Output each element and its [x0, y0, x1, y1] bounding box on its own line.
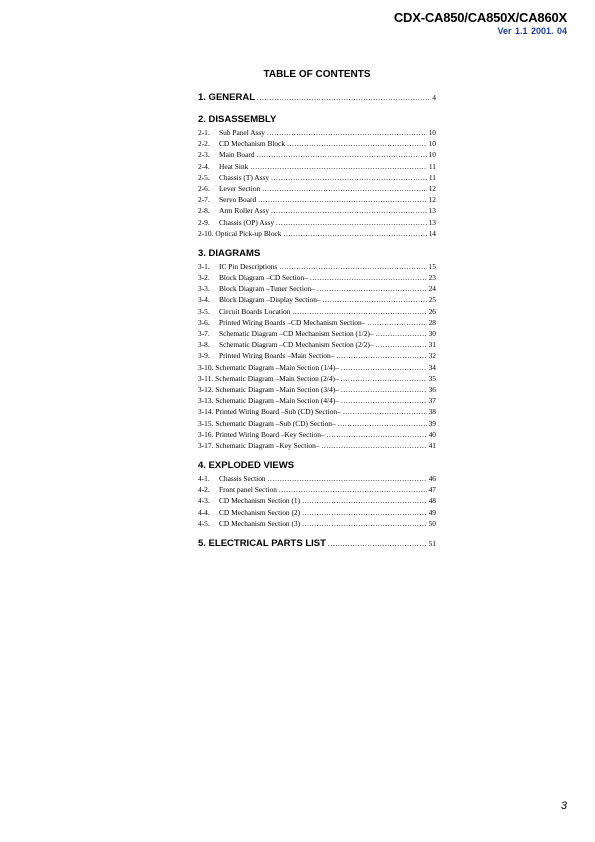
entry-page-number: 37 [428, 396, 436, 406]
entry-label: Printed Wiring Board –Key Section– [215, 429, 325, 439]
entry-page-number: 11 [428, 172, 436, 182]
entry-label: Schematic Diagram –Main Section (3/4)– [215, 384, 339, 394]
dot-leader [287, 139, 427, 148]
toc-entry[interactable] [198, 430, 436, 441]
entry-page-number: 10 [428, 128, 436, 137]
entry-number: 3-6. [198, 317, 210, 327]
entry-page-number: 46 [428, 474, 436, 484]
entry-number: 2-1. [198, 128, 210, 137]
entry-label: CD Mechanism Block [219, 139, 286, 149]
entry-page-number: 39 [428, 418, 436, 428]
entry-label: IC Pin Descriptions [219, 261, 278, 271]
entry-page-number: 47 [428, 485, 436, 495]
toc-entry[interactable] [198, 508, 436, 519]
entry-number: 3-11. [198, 373, 214, 383]
entry-label: CD Mechanism Section (1) [219, 496, 301, 506]
entry-page-number: 48 [428, 496, 436, 506]
dot-leader [336, 351, 426, 360]
toc-entry[interactable] [198, 195, 436, 206]
entry-number: 3-7. [198, 329, 210, 338]
entry-number: 2-9. [198, 217, 210, 227]
toc-entry[interactable] [198, 206, 436, 217]
entry-label: Printed Wiring Board –Sub (CD) Section– [215, 407, 341, 417]
entry-page-number: 11 [428, 161, 436, 171]
entry-number: 3-10. [198, 362, 214, 372]
toc-entry[interactable] [198, 139, 436, 150]
toc-entry[interactable] [198, 351, 436, 362]
section-title: 4. EXPLODED VIEWS [198, 460, 295, 472]
dot-leader [271, 173, 427, 182]
entry-label: Schematic Diagram –Main Section (2/4)– [215, 373, 339, 383]
entry-number: 4-4. [198, 507, 210, 517]
toc-entry[interactable] [198, 273, 436, 284]
dot-leader [267, 128, 427, 137]
toc-entry[interactable] [198, 162, 436, 173]
dot-leader [258, 195, 426, 204]
dot-leader [367, 318, 426, 327]
dot-leader [376, 329, 427, 338]
entry-number: 3-3. [198, 284, 210, 294]
entry-label: Block Diagram –CD Section– [219, 273, 308, 283]
toc-section [198, 460, 436, 530]
toc-entry[interactable] [198, 150, 436, 161]
entry-label: Main Board [219, 150, 255, 160]
entry-number: 3-8. [198, 340, 210, 350]
dot-leader [284, 229, 427, 238]
toc-section [198, 92, 436, 106]
toc-entry[interactable] [198, 128, 436, 139]
toc-entry[interactable] [198, 229, 436, 240]
toc-entry[interactable] [198, 441, 436, 452]
entry-number: 2-4. [198, 161, 210, 171]
entry-page-number: 25 [428, 295, 436, 305]
entry-number: 3-17. [198, 440, 214, 450]
toc-entry[interactable] [198, 519, 436, 530]
entry-label: Heat Sink [219, 161, 249, 171]
dot-leader [376, 340, 427, 349]
entry-number: 3-1. [198, 261, 210, 271]
dot-leader [257, 150, 427, 159]
entry-number: 3-14. [198, 407, 214, 417]
section-title: 3. DIAGRAMS [198, 247, 261, 259]
toc-entry[interactable] [198, 218, 436, 229]
entry-page-number: 50 [428, 518, 436, 528]
toc-entry[interactable] [198, 496, 436, 507]
dot-leader [279, 485, 427, 494]
toc-entry[interactable] [198, 295, 436, 306]
model-number: CDX-CA850/CA850X/CA860X [393, 10, 567, 25]
toc-entry[interactable] [198, 307, 436, 318]
dot-leader [327, 430, 427, 439]
dot-leader [338, 419, 427, 428]
entry-page-number: 13 [428, 217, 436, 227]
entry-label: Servo Board [219, 195, 257, 205]
entry-number: 2-6. [198, 183, 210, 193]
toc-entry[interactable] [198, 419, 436, 430]
toc-entry[interactable] [198, 363, 436, 374]
section-title: 2. DISASSEMBLY [198, 114, 277, 125]
entry-page-number: 24 [428, 284, 436, 294]
entry-page-number: 34 [428, 362, 436, 372]
toc-section-heading[interactable] [198, 92, 436, 106]
toc-entry[interactable] [198, 474, 436, 485]
entry-number: 4-2. [198, 485, 210, 495]
entry-label: Chassis (T) Assy [219, 172, 270, 182]
entry-label: Front panel Section [219, 485, 277, 495]
entry-number: 3-13. [198, 396, 214, 406]
toc-entry[interactable] [198, 318, 436, 329]
entry-page-number: 12 [428, 183, 436, 193]
table-of-contents [198, 92, 436, 560]
dot-leader [343, 407, 427, 416]
dot-leader [302, 496, 427, 505]
dot-leader [276, 218, 427, 227]
entry-page-number: 40 [428, 429, 436, 439]
entry-number: 3-4. [198, 295, 210, 305]
entry-label: Sub Panel Assy [219, 128, 265, 137]
toc-entry[interactable] [198, 385, 436, 396]
entry-number: 2-7. [198, 195, 210, 205]
entry-label: Circuit Boards Location [219, 306, 291, 316]
entry-page-number: 23 [428, 273, 436, 283]
dot-leader [279, 262, 426, 271]
dot-leader [268, 474, 427, 483]
toc-entry[interactable] [198, 184, 436, 195]
dot-leader [271, 206, 427, 215]
dot-leader [341, 374, 427, 383]
dot-leader [341, 363, 427, 372]
entry-label: CD Mechanism Section (2) [219, 507, 301, 517]
entry-number: 2-10. [198, 228, 214, 238]
entry-number: 3-9. [198, 351, 210, 361]
entry-page-number: 12 [428, 195, 436, 205]
entry-label: Block Diagram –Display Section– [219, 295, 321, 305]
toc-entry[interactable] [198, 485, 436, 496]
section-title: 5. ELECTRICAL PARTS LIST [198, 538, 326, 549]
dot-leader [321, 441, 426, 450]
dot-leader [250, 162, 427, 171]
entry-number: 3-2. [198, 273, 210, 283]
entry-page-number: 10 [428, 139, 436, 149]
entry-number: 4-3. [198, 496, 210, 506]
entry-label: Schematic Diagram –Sub (CD) Section– [215, 418, 336, 428]
entry-page-number: 13 [428, 206, 436, 216]
dot-leader [257, 93, 430, 102]
section-page-number: 4 [432, 93, 436, 102]
entry-label: CD Mechanism Section (3) [219, 518, 301, 528]
toc-entry[interactable] [198, 407, 436, 418]
entry-label: Schematic Diagram –CD Mechanism Section (1/2)– [219, 329, 374, 338]
entry-page-number: 28 [428, 317, 436, 327]
toc-entry[interactable] [198, 173, 436, 184]
entry-number: 4-5. [198, 518, 210, 528]
section-page-number: 51 [428, 539, 436, 548]
toc-section [198, 248, 436, 452]
toc-section-heading[interactable] [198, 538, 436, 552]
dot-leader [328, 539, 427, 548]
entry-number: 3-5. [198, 306, 210, 316]
entry-label: Chassis Section [219, 474, 266, 484]
entry-page-number: 30 [428, 329, 436, 338]
entry-page-number: 10 [428, 150, 436, 160]
toc-section [198, 114, 436, 240]
entry-label: Optical Pick-up Block [215, 228, 282, 238]
toc-section-heading[interactable] [198, 248, 436, 262]
entry-page-number: 26 [428, 306, 436, 316]
entry-page-number: 49 [428, 507, 436, 517]
toc-section-heading[interactable] [198, 460, 436, 474]
entry-page-number: 15 [428, 261, 436, 271]
toc-section-heading[interactable] [198, 114, 436, 128]
dot-leader [302, 508, 427, 517]
entry-page-number: 32 [428, 351, 436, 361]
entry-number: 2-8. [198, 206, 210, 216]
toc-entry[interactable] [198, 284, 436, 295]
entry-number: 2-5. [198, 172, 210, 182]
dot-leader [310, 273, 427, 282]
entry-page-number: 14 [428, 228, 436, 238]
entry-label: Schematic Diagram –Main Section (4/4)– [215, 396, 339, 406]
entry-label: Printed Wiring Boards –CD Mechanism Section– [219, 317, 366, 327]
entry-label: Schematic Diagram –Main Section (1/4)– [215, 362, 339, 372]
toc-section [198, 538, 436, 552]
toc-entry[interactable] [198, 374, 436, 385]
entry-number: 3-12. [198, 384, 214, 394]
entry-label: Printed Wiring Boards –Main Section– [219, 351, 335, 361]
toc-entry[interactable] [198, 340, 436, 351]
entry-label: Chassis (OP) Assy [219, 217, 275, 227]
entry-page-number: 36 [428, 384, 436, 394]
entry-label: Block Diagram –Tuner Section– [219, 284, 315, 294]
entry-page-number: 38 [428, 407, 436, 417]
version-info: Ver 1.1 2001. 04 [497, 26, 567, 36]
dot-leader [317, 284, 427, 293]
dot-leader [302, 519, 427, 528]
toc-entry[interactable] [198, 329, 436, 340]
dot-leader [341, 396, 427, 405]
dot-leader [323, 295, 427, 304]
toc-entry[interactable] [198, 396, 436, 407]
entry-label: Arm Roller Assy [219, 206, 270, 216]
entry-number: 4-1. [198, 474, 210, 484]
entry-page-number: 31 [428, 340, 436, 350]
entry-label: Schematic Diagram –CD Mechanism Section (2/2)– [219, 340, 374, 350]
entry-page-number: 41 [428, 440, 436, 450]
entry-number: 2-2. [198, 139, 210, 149]
entry-number: 3-16. [198, 429, 214, 439]
section-title: 1. GENERAL [198, 92, 256, 103]
dot-leader [341, 385, 427, 394]
toc-title: TABLE OF CONTENTS [263, 69, 371, 80]
entry-number: 2-3. [198, 150, 210, 160]
page-number: 3 [560, 800, 567, 812]
entry-page-number: 35 [428, 373, 436, 383]
entry-label: Lever Section [219, 183, 261, 193]
toc-entry[interactable] [198, 262, 436, 273]
dot-leader [292, 307, 426, 316]
entry-number: 3-15. [198, 418, 214, 428]
entry-label: Schematic Diagram –Key Section– [215, 440, 320, 450]
dot-leader [262, 184, 426, 193]
